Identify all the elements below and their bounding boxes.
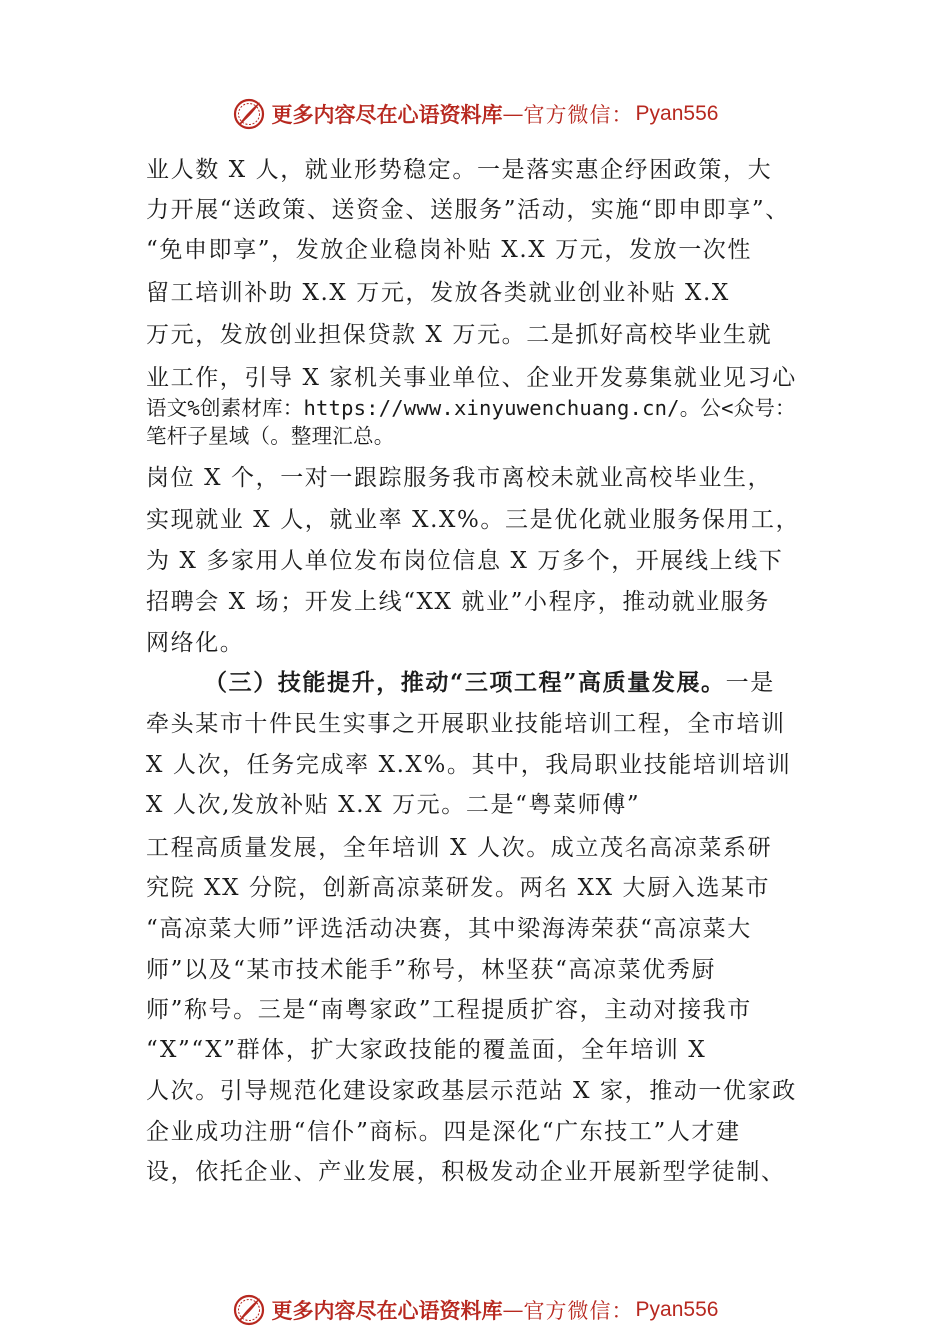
source-watermark-line: 笔杆子星域（。整理汇总。 <box>146 424 395 448</box>
body-line: 设，依托企业、产业发展，积极发动企业开展新型学徒制、 <box>146 1159 786 1185</box>
body-line: 力开展“送政策、送资金、送服务”活动，实施“即申即享”、 <box>146 197 790 223</box>
header-banner <box>0 92 950 136</box>
footer-banner <box>0 1288 950 1332</box>
body-line: 招聘会 X 场；开发上线“XX 就业”小程序，推动就业服务 <box>146 589 770 615</box>
library-brand-text: 更多内容尽在心语资料库 <box>271 102 503 127</box>
body-line: 万元，发放创业担保贷款 X 万元。二是抓好高校毕业生就 <box>146 322 773 348</box>
body-line: 师”以及“某市技术能手”称号，林坚获“高凉菜优秀厨 <box>146 957 717 983</box>
body-line: 留工培训补助 X.X 万元，发放各类就业创业补贴 X.X <box>146 280 730 306</box>
body-line: 网络化。 <box>146 630 245 656</box>
body-line: 企业成功注册“信仆”商标。四是深化“广东技工”人才建 <box>146 1119 741 1145</box>
body-line: 工程高质量发展，全年培训 X 人次。成立茂名高凉菜系研 <box>146 835 773 861</box>
body-line: 业工作，引导 X 家机关事业单位、企业开发募集就业见习心 <box>146 365 797 391</box>
body-line: X 人次,发放补贴 X.X 万元。二是“粤菜师傅” <box>146 792 641 818</box>
body-line: 师”称号。三是“南粤家政”工程提质扩容，主动对接我市 <box>146 997 752 1023</box>
brand-separator: — <box>502 1298 524 1322</box>
body-line: 为 X 多家用人单位发布岗位信息 X 万多个，开展线上线下 <box>146 548 784 574</box>
section-heading-tail: 一是 <box>725 670 775 696</box>
official-wechat-label: 官方微信： <box>523 1299 634 1323</box>
library-brand-text: 更多内容尽在心语资料库 <box>271 1298 503 1323</box>
body-line: X 人次，任务完成率 X.X%。其中，我局职业技能培训培训 <box>146 752 792 778</box>
wechat-id: Pyan556 <box>635 1298 719 1321</box>
official-wechat-label: 官方微信： <box>523 103 634 127</box>
body-line: 岗位 X 个，一对一跟踪服务我市离校未就业高校毕业生， <box>146 465 773 491</box>
body-line: 业人数 X 人，就业形势稳定。一是落实惠企纾困政策，大 <box>146 157 773 183</box>
source-watermark-line: 语文%创素材库：https://www.xinyuwenchuang.cn/。公<众号： <box>146 396 796 420</box>
body-line: “高凉菜大师”评选活动决赛，其中梁海涛荣获“高凉菜大 <box>146 916 752 942</box>
body-line: “X”“X”群体，扩大家政技能的覆盖面，全年培训 X <box>146 1037 707 1063</box>
brand-separator: — <box>502 102 524 126</box>
body-line: 牵头某市十件民生实事之开展职业技能培训工程，全市培训 <box>146 711 786 737</box>
section-heading-line <box>204 668 775 698</box>
body-line: 人次。引导规范化建设家政基层示范站 X 家，推动一优家政 <box>146 1078 797 1104</box>
quill-seal-icon <box>232 97 266 131</box>
body-line: 实现就业 X 人，就业率 X.X%。三是优化就业服务保用工， <box>146 507 801 533</box>
quill-seal-icon <box>232 1293 266 1327</box>
body-line: 究院 XX 分院，创新高凉菜研发。两名 XX 大厨入选某市 <box>146 875 771 901</box>
body-line: “免申即享”，发放企业稳岗补贴 X.X 万元，发放一次性 <box>146 237 752 263</box>
wechat-id: Pyan556 <box>635 102 719 125</box>
section-heading: （三）技能提升，推动“三项工程”高质量发展。 <box>204 669 726 696</box>
